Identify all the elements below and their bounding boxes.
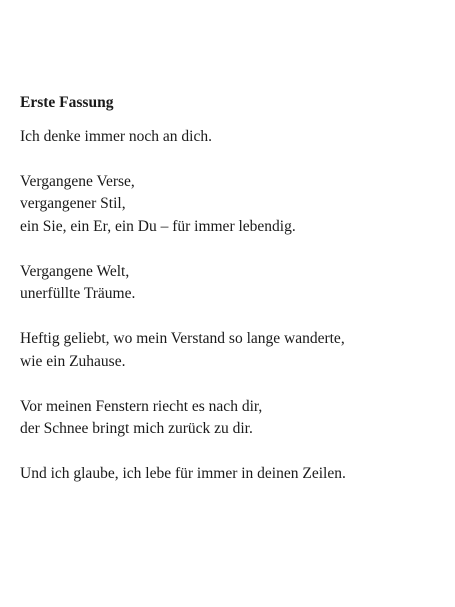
poem-line: Heftig geliebt, wo mein Verstand so lange wanderte, bbox=[20, 330, 345, 347]
poem-line: unerfüllte Träume. bbox=[20, 285, 136, 302]
poem-title: Erste Fassung bbox=[20, 94, 114, 111]
stanza bbox=[20, 328, 440, 373]
poem-line: Und ich glaube, ich lebe für immer in deinen Zeilen. bbox=[20, 465, 346, 482]
stanza bbox=[20, 126, 440, 149]
poem-line: Vor meinen Fenstern riecht es nach dir, bbox=[20, 397, 263, 415]
poem-line: Vergangene Verse, bbox=[20, 172, 135, 190]
poem-line: ein Sie, ein Er, ein Du – für immer lebendig. bbox=[20, 217, 296, 235]
poem-line: Vergangene Welt, bbox=[20, 262, 130, 280]
stanza bbox=[20, 396, 440, 441]
poem-line: der Schnee bringt mich zurück zu dir. bbox=[20, 420, 253, 437]
poem bbox=[20, 92, 440, 508]
stanza bbox=[20, 171, 440, 239]
poem-line: wie ein Zuhause. bbox=[20, 352, 126, 370]
stanza bbox=[20, 261, 440, 306]
poem-line: Ich denke immer noch an dich. bbox=[20, 127, 212, 145]
stanza bbox=[20, 463, 440, 486]
poem-line: vergangener Stil, bbox=[20, 195, 126, 212]
